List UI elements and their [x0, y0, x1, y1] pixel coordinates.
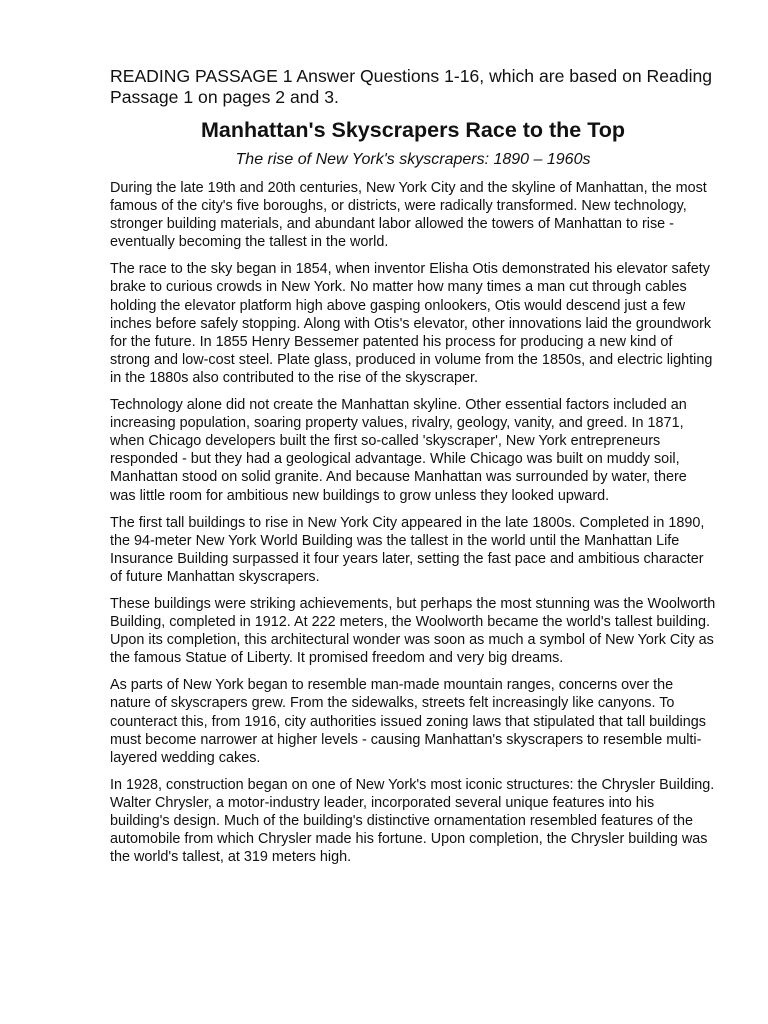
paragraph-2: The race to the sky began in 1854, when inventor Elisha Otis demonstrated his elevator safety brake to curious crowds in New York. No matter how many times a man cut through cables holding the elevator platform high above gasping onlookers, Otis would descend just a few inches before safely stopping. Along with Otis's elevator, other innovations laid the groundwork for the future. In 1855 Henry Bessemer patented his process for producing a new kind of strong and low-cost steel. Plate glass, produced in volume from the 1850s, and electric lighting in the 1880s also contributed to the rise of the skyscraper.: [110, 261, 713, 386]
paragraph-1: During the late 19th and 20th centuries, New York City and the skyline of Manhattan, the most famous of the city's five boroughs, or districts, were radically transformed. New technology, stronger building materials, and abundant labor allowed the towers of Manhattan to rise - eventually becoming the tallest in the world.: [110, 180, 707, 251]
paragraph-4: The first tall buildings to rise in New York City appeared in the late 1800s. Completed in 1890, the 94-meter New York World Building was the tallest in the world until the Manhattan Life Insurance Building surpassed it four years later, setting the fast pace and ambitious character of future Manhattan skyscrapers.: [110, 514, 705, 585]
paragraph-6: As parts of New York began to resemble man-made mountain ranges, concerns over the nature of skyscrapers grew. From the sidewalks, streets felt increasingly like canyons. To counteract this, from 1916, city authorities issued zoning laws that stipulated that tall buildings must become narrower at higher levels - causing Manhattan's skyscrapers to resemble multi-layered wedding cakes.: [110, 677, 706, 766]
document-page: [110, 66, 716, 875]
paragraph-3: Technology alone did not create the Manhattan skyline. Other essential factors included an increasing population, soaring property values, rivalry, geology, vanity, and greed. In 1871, when Chicago developers built the first so-called 'skyscraper', New York entrepreneurs responded - but they had a geological advantage. While Chicago was built on muddy soil, Manhattan stood on solid granite. And because Manhattan was surrounded by water, there was little room for ambitious new buildings to grow unless they looked upward.: [110, 397, 687, 504]
paragraph-7: In 1928, construction began on one of New York's most iconic structures: the Chrysler Building. Walter Chrysler, a motor-industry leader, incorporated several unique features into his building's design. Much of the building's distinctive ornamentation resembled features of the automobile from which Chrysler made his fortune. Upon completion, the Chrysler building was the world's tallest, at 319 meters high.: [110, 776, 715, 866]
instruction-text: READING PASSAGE 1 Answer Questions 1-16, which are based on Reading Passage 1 on pages 2 and 3.: [110, 66, 713, 107]
passage-title: Manhattan's Skyscrapers Race to the Top: [200, 118, 626, 142]
paragraph-5: These buildings were striking achievements, but perhaps the most stunning was the Woolworth Building, completed in 1912. At 222 meters, the Woolworth became the world's tallest building. Upon its completion, this architectural wonder was soon as much a symbol of New York City as the famous Statue of Liberty. It promised freedom and very big dreams.: [110, 595, 716, 667]
passage-subtitle: The rise of New York's skyscrapers: 1890 – 1960s: [235, 151, 591, 168]
